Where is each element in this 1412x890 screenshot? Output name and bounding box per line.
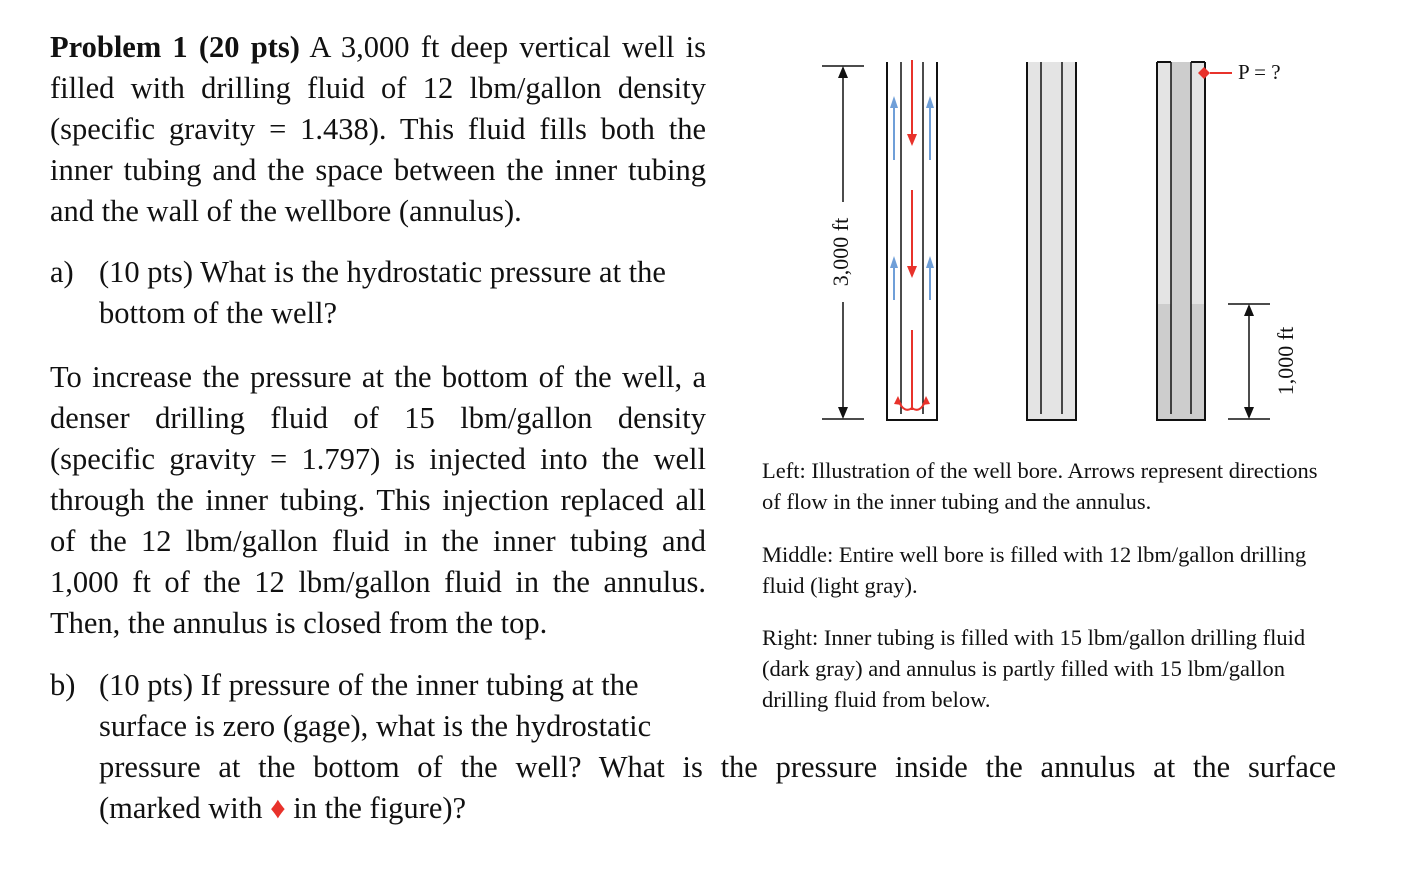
injection-paragraph: To increase the pressure at the bottom of the well, a denser drilling fluid of 15 lbm/gallon density (specific gravity = 1.797) is injected into the well through the inner tubing. This injection replaced all of the 12 lbm/gallon fluid in the inner tubing and 1,000 ft of the 12 lbm/gallon fluid in the annulus. Then, the annulus is closed from the top.	[50, 360, 706, 640]
caption-right: Right: Inner tubing is filled with 15 lbm/gallon drilling fluid (dark gray) and annulus is partly filled with 15 lbm/gallon drilling fluid from below.	[762, 625, 1306, 712]
partial-depth-arrowhead-up	[1244, 304, 1254, 316]
diamond-marker-icon: ♦	[270, 791, 286, 825]
depth-arrowhead-up	[838, 66, 848, 78]
well-bore-figure	[800, 50, 1320, 440]
pressure-label: P = ?	[1238, 59, 1281, 84]
partial-depth-arrowhead-down	[1244, 407, 1254, 419]
depth-label: 3,000 ft	[828, 217, 854, 287]
well-left-illustration	[887, 60, 937, 420]
partial-depth-label: 1,000 ft	[1273, 326, 1299, 396]
question-b-line-4	[99, 788, 466, 829]
depth-arrowhead-down	[838, 407, 848, 419]
question-a-text: (10 pts) What is the hydrostatic pressure at the bottom of the well?	[99, 255, 666, 330]
down-flow-arrowhead-1	[907, 134, 917, 146]
question-b-line-3: pressure at the bottom of the well? What is the pressure inside the annulus at the surface	[99, 750, 1336, 784]
question-b-line-1: (10 pts) If pressure of the inner tubing at the	[99, 668, 639, 702]
well-right-dense-fluid	[1157, 60, 1298, 420]
question-b-line-4-pre: (marked with	[99, 791, 263, 825]
question-b-line-4-post: in the figure)?	[293, 791, 467, 825]
problem-intro-paragraph	[50, 27, 706, 232]
question-b-label: b)	[50, 668, 76, 702]
down-flow-arrowhead-2	[907, 266, 917, 278]
question-a-label: a)	[50, 255, 74, 289]
up-flow-arrowhead-4	[926, 256, 934, 268]
well-middle-uniform-fluid	[1027, 62, 1076, 420]
depth-dimension	[822, 66, 864, 419]
up-flow-arrowhead-1	[890, 96, 898, 108]
caption-middle: Middle: Entire well bore is filled with 12 lbm/gallon drilling fluid (light gray).	[762, 542, 1307, 598]
up-flow-arrowhead-3	[890, 256, 898, 268]
up-flow-arrowhead-2	[926, 96, 934, 108]
middle-light-fluid	[1027, 62, 1076, 420]
question-b-line-2: surface is zero (gage), what is the hydrostatic	[99, 709, 652, 743]
right-annulus-dense-fluid	[1157, 304, 1205, 420]
problem-heading: Problem 1 (20 pts)	[50, 30, 300, 64]
caption-left: Left: Illustration of the well bore. Arrows represent directions of flow in the inner tubing and the annulus.	[762, 458, 1318, 514]
problem-intro-text: A 3,000 ft deep vertical well is filled with drilling fluid of 12 lbm/gallon density (specific gravity = 1.438). This fluid fills both the inner tubing and the space between the inner tubing and the wall of the wellbore (annulus).	[50, 30, 706, 228]
